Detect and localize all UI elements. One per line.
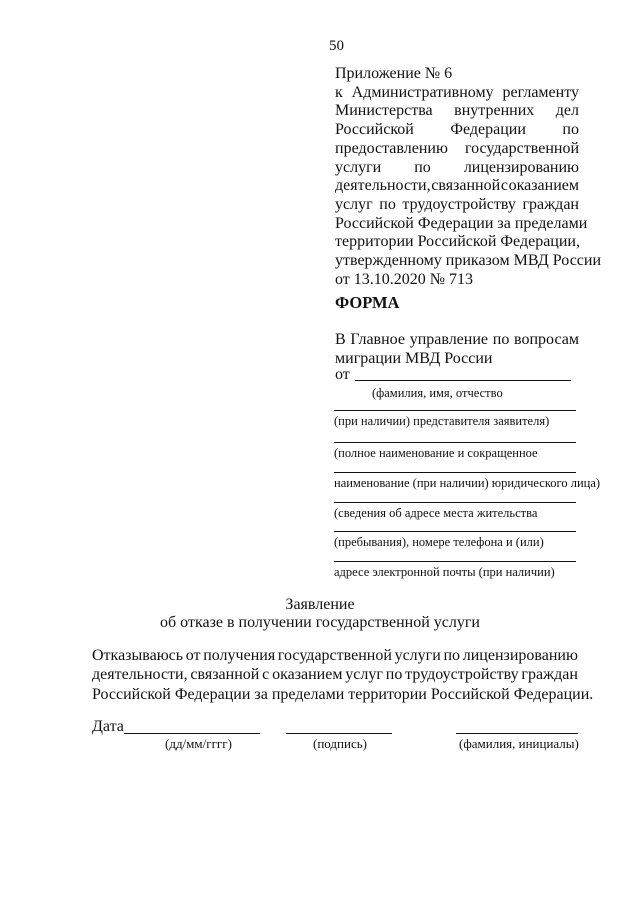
word: государственной [277,647,392,664]
date-caption: (дд/мм/гггг) [165,736,232,751]
body-line [92,646,578,665]
appendix-line [335,84,579,103]
appendix-line [335,196,579,215]
word: Административному [351,83,494,101]
word: Федерации [450,121,526,139]
word: Российской Федерации за пределами территории Российской Федерации. [92,685,594,703]
word: Отказываюсь [92,647,184,664]
name-fill-line [456,733,578,734]
statement-title: Заявление [285,596,355,613]
word: по [379,195,396,213]
word: с [262,666,270,684]
appendix-line [335,102,579,121]
word: деятельности, [335,177,431,195]
statement-body [92,646,594,704]
word: по [443,647,461,664]
word: лицензированию [462,647,578,664]
appendix-line [335,65,579,84]
word: деятельности, [92,666,188,684]
appendix-line [335,252,602,271]
fill-line [334,502,576,503]
fill-line [334,410,576,411]
word: оказанием [272,666,343,684]
appendix-line [335,233,579,252]
word: получения [203,647,276,664]
word: по [385,666,403,684]
word: граждан [522,195,579,213]
name-caption: (фамилия, инициалы) [459,736,579,751]
word: от [185,647,201,664]
word: Главное [350,331,405,348]
form-title: ФОРМА [335,293,400,312]
word: Приложение № 6 [335,65,453,82]
word: трудоустройству [405,666,519,684]
applicant-hint: (полное наименование и сокращенное [334,446,538,460]
fill-line [334,472,576,473]
addressee-block [335,331,579,368]
appendix-line [335,271,579,290]
body-line [92,665,578,684]
word: от 13.10.2020 № 713 [335,270,474,288]
word: с [500,177,508,195]
word: регламенту [502,83,579,101]
from-fill-line [355,380,571,381]
word: Российской Федерации за пределами [335,214,588,232]
word: дел [555,102,579,120]
word: услуги [394,647,441,664]
date-fill-line [124,733,260,734]
word: внутренних [454,102,535,120]
statement-heading [0,596,640,632]
word: по [562,121,579,139]
word: по [414,158,431,176]
page-number: 50 [329,38,344,54]
word: по [492,331,510,348]
word: вопросам [514,331,579,348]
addressee-line [335,350,579,369]
appendix-line [335,121,579,140]
appendix-line [335,177,579,196]
word: услуг [345,666,383,684]
word: услуги [335,158,382,176]
word: предоставлению [335,139,448,157]
applicant-hint: (при наличии) представителя заявителя) [334,414,550,428]
statement-subtitle: об отказе в получении государственной услуги [160,614,480,631]
word: территории Российской Федерации, [335,233,580,251]
word: лицензированию [463,158,579,176]
applicant-hint: адресе электронной почты (при наличии) [334,565,555,579]
word: миграции МВД России [335,349,493,367]
word: к [335,83,343,101]
word: услуг [335,195,373,213]
applicant-hint: (сведения об адресе места жительства [334,506,538,520]
fill-line [334,442,576,443]
signature-caption: (подпись) [313,736,367,751]
word: утвержденному приказом МВД России [335,252,602,270]
appendix-line [335,140,579,159]
applicant-hint: наименование (при наличии) юридического лица) [334,476,601,490]
word: граждан [521,666,578,684]
word: В [335,331,346,348]
fill-line [334,531,576,532]
word: управление [409,331,489,348]
appendix-line [335,214,588,234]
word: оказанием [508,177,579,195]
body-line [92,685,594,704]
word: связанной [431,177,501,195]
addressee-line [335,331,579,350]
appendix-header [335,65,602,289]
applicant-hint: (пребывания), номере телефона и (или) [334,535,544,549]
from-label: от [335,366,350,383]
fill-line [334,561,576,562]
word: связанной [190,666,260,684]
applicant-hint: (фамилия, имя, отчество [372,386,503,400]
appendix-line [335,159,579,178]
word: Российской [335,121,414,139]
word: трудоустройству [402,195,516,213]
signature-fill-line [286,733,392,734]
word: Министерства [335,102,433,120]
date-label: Дата [92,718,124,735]
word: государственной [464,139,579,157]
